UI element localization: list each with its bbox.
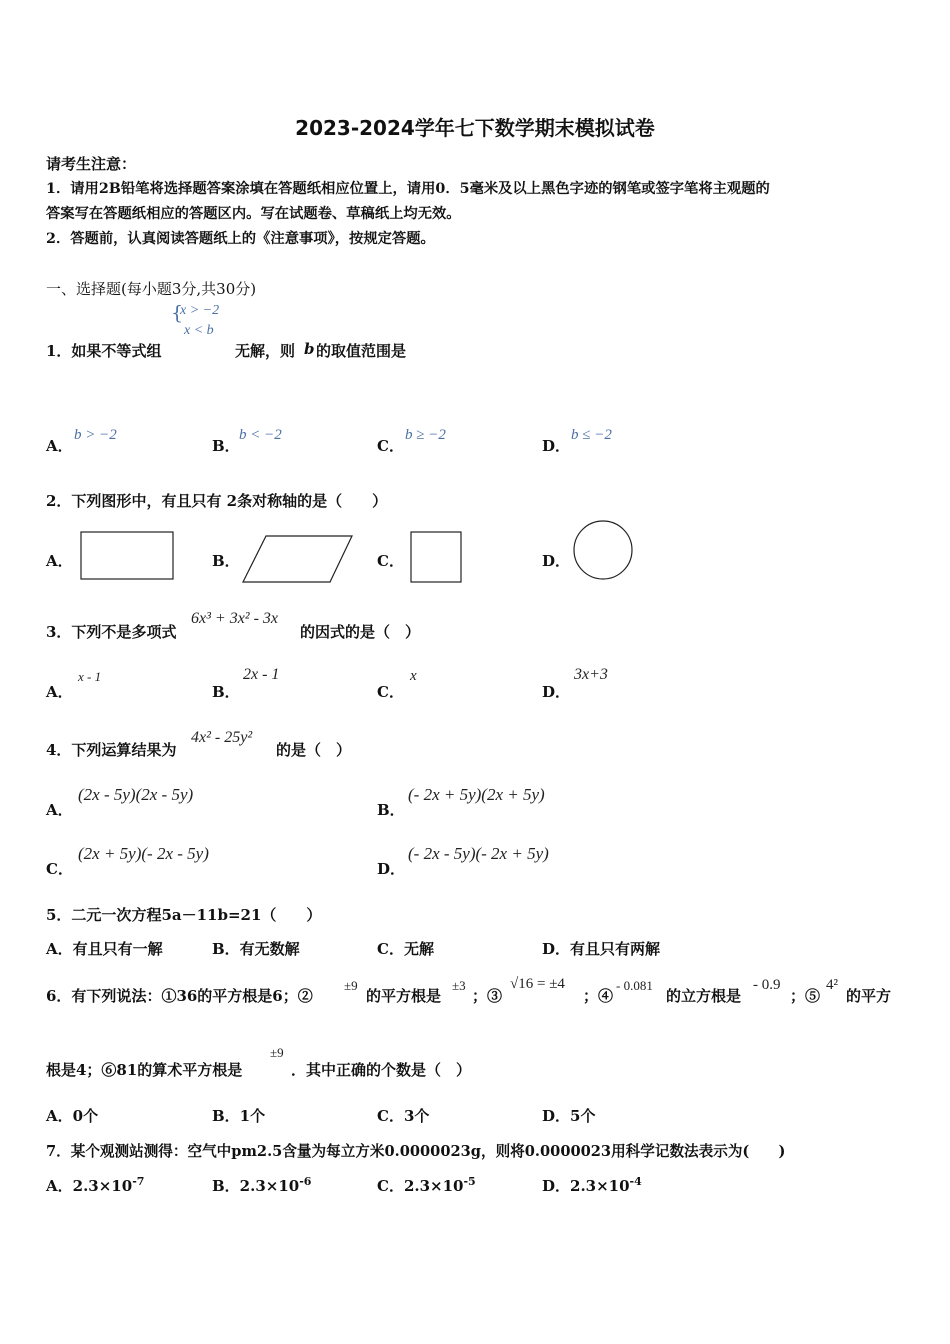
q2-stem: 2．下列图形中，有且只有 2条对称轴的是（ ）: [46, 492, 388, 510]
q4-option-a: (2x - 5y)(2x - 5y): [78, 785, 194, 804]
q7-option-d-base: D．2.3×10: [542, 1177, 630, 1195]
q7-option-b-exponent: -6: [299, 1175, 312, 1188]
page-title: 2023-2024学年七下数学期末模拟试卷: [295, 116, 655, 140]
q4-option-d: (- 2x - 5y)(- 2x + 5y): [408, 844, 549, 863]
square-shape: [411, 532, 461, 582]
q1-option-b: b < −2: [239, 427, 282, 443]
circle-shape: [574, 521, 632, 579]
q4-option-c-label: C．: [46, 860, 73, 878]
q7-option-c-base: C．2.3×10: [377, 1177, 464, 1195]
q1-option-d-label: D．: [542, 437, 571, 455]
q4-option-b: (- 2x + 5y)(2x + 5y): [408, 785, 545, 804]
q6-text-3: ；③: [472, 987, 503, 1005]
q1-option-c: b ≥ −2: [405, 427, 446, 443]
q6-math-6: 4²: [826, 977, 838, 993]
q7-option-a: [46, 1175, 144, 1196]
q7-option-c-exponent: -5: [463, 1175, 476, 1188]
q7-option-a-base: A．2.3×10: [46, 1177, 133, 1195]
q2-option-c-label: C．: [377, 552, 404, 570]
q6-option-a: A．0个: [46, 1107, 99, 1125]
q6-text-5: 的立方根是: [666, 987, 742, 1005]
q6-math-7: ±9: [270, 1045, 284, 1060]
q1-option-b-label: B．: [212, 437, 240, 455]
q1-stem-prefix: 1．如果不等式组: [46, 342, 162, 360]
q6-text-8: 根是4；⑥81的算术平方根是: [46, 1061, 243, 1079]
q3-option-d: 3x+3: [574, 666, 608, 683]
q1-brace: {: [171, 302, 184, 324]
q6-math-3: √16 = ±4: [510, 976, 565, 992]
q5-option-d: D．有且只有两解: [542, 940, 661, 958]
q6-text-6: ；⑤: [790, 987, 821, 1005]
notice-heading: 请考生注意：: [46, 155, 137, 173]
q1-option-a-label: A．: [46, 437, 73, 455]
q3-polynomial: 6x³ + 3x² - 3x: [191, 610, 279, 627]
q3-option-b: 2x - 1: [243, 666, 280, 683]
q3-option-a: x - 1: [78, 669, 102, 684]
q6-option-b: B．1个: [212, 1107, 266, 1125]
section-heading: 一、选择题(每小题3分,共30分): [46, 280, 257, 298]
q7-option-b: [212, 1175, 311, 1196]
q6-math-5: - 0.9: [753, 977, 781, 993]
q7-option-a-exponent: -7: [132, 1175, 145, 1188]
q5-stem: 5．二元一次方程5a－11b=21（ ）: [46, 906, 322, 924]
q4-stem-suffix: 的是（ ）: [276, 741, 352, 759]
q4-expression: 4x² - 25y²: [191, 729, 253, 746]
q1-variable: b: [304, 340, 315, 358]
q3-option-d-label: D．: [542, 683, 571, 701]
q3-stem-suffix: 的因式的是（ ）: [300, 623, 421, 641]
q6-text-1: 6．有下列说法：①36的平方根是6；②: [46, 987, 313, 1005]
q1-system-top: x > −2: [180, 303, 220, 318]
q3-option-c: x: [410, 668, 417, 684]
q6-math-2: ±3: [452, 978, 466, 993]
q1-stem-suffix: 的取值范围是: [316, 342, 407, 360]
rectangle-shape: [81, 532, 173, 579]
q1-system-bottom: x < b: [184, 323, 214, 338]
q6-option-d: D．5个: [542, 1107, 596, 1125]
q1-stem-middle: 无解，则: [235, 342, 296, 360]
q6-math-4: - 0.081: [616, 978, 653, 993]
q7-option-c: [377, 1175, 476, 1196]
q2-option-d-label: D．: [542, 552, 571, 570]
q7-stem: 7．某个观测站测得：空气中pm2.5含量为每立方米0.0000023g，则将0.0000023用科学记数法表示为( ): [46, 1143, 786, 1160]
q2-option-a-label: A．: [46, 552, 73, 570]
q1-option-c-label: C．: [377, 437, 404, 455]
q6-text-7: 的平方: [846, 987, 892, 1005]
q1-option-a: b > −2: [74, 427, 117, 443]
notice-line-2: 答案写在答题纸相应的答题区内。写在试题卷、草稿纸上均无效。: [46, 206, 461, 222]
q3-option-a-label: A．: [46, 683, 73, 701]
q3-option-b-label: B．: [212, 683, 240, 701]
q7-option-d: [542, 1175, 642, 1196]
q1-option-d: b ≤ −2: [571, 427, 612, 443]
parallelogram-shape: [243, 536, 352, 582]
q5-option-b: B．有无数解: [212, 940, 300, 958]
q5-option-a: A．有且只有一解: [46, 940, 163, 958]
q5-option-c: C．无解: [377, 940, 434, 958]
q2-option-b-label: B．: [212, 552, 240, 570]
q4-option-c: (2x + 5y)(- 2x - 5y): [78, 844, 209, 863]
q4-option-d-label: D．: [377, 860, 406, 878]
q4-stem-prefix: 4．下列运算结果为: [46, 741, 177, 759]
notice-line-1: 1．请用2B铅笔将选择题答案涂填在答题纸相应位置上，请用0．5毫米及以上黑色字迹的钢笔或签字笔将主观题的: [46, 181, 770, 197]
q3-stem-prefix: 3．下列不是多项式: [46, 623, 177, 641]
q7-option-b-base: B．2.3×10: [212, 1177, 300, 1195]
q6-math-1: ±9: [344, 978, 358, 993]
q4-option-b-label: B．: [377, 801, 405, 819]
q6-text-9: ．其中正确的个数是（ ）: [291, 1061, 472, 1079]
q7-option-d-exponent: -4: [629, 1175, 642, 1188]
q6-option-c: C．3个: [377, 1107, 430, 1125]
q4-option-a-label: A．: [46, 801, 73, 819]
q3-option-c-label: C．: [377, 683, 404, 701]
q6-text-4: ；④: [583, 987, 614, 1005]
notice-line-3: 2．答题前，认真阅读答题纸上的《注意事项》，按规定答题。: [46, 231, 435, 247]
q6-text-2: 的平方根是: [366, 987, 442, 1005]
